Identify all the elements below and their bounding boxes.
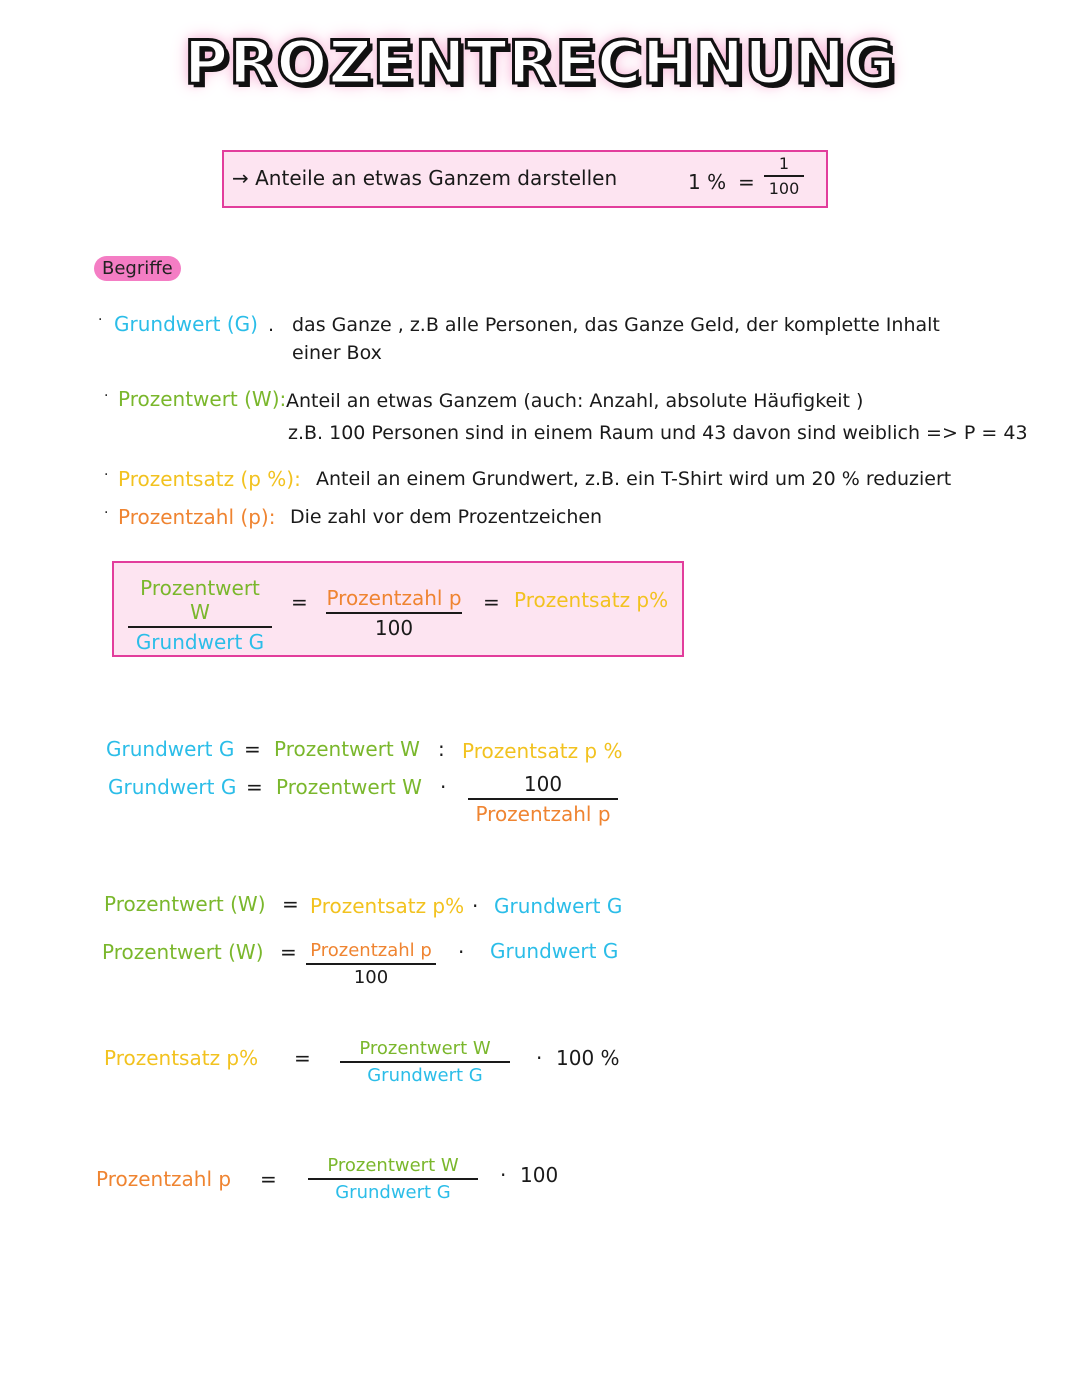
numerator-prozentzahl: Prozentzahl p <box>310 940 432 961</box>
formula-g2-eq: = <box>246 775 263 799</box>
formula-w1-psatz: Prozentsatz p% <box>310 894 465 918</box>
term-prozentwert: Prozentwert (W): <box>118 387 287 411</box>
desc-grundwert-2: einer Box <box>292 342 382 364</box>
fraction-bar <box>308 1178 478 1180</box>
desc-prozentwert-2: z.B. 100 Personen sind in einem Raum und 43 davon sind weiblich => P = 43 <box>288 422 1028 444</box>
denominator-grundwert: Grundwert G <box>335 1182 451 1203</box>
formula-p2-fraction <box>308 1155 478 1203</box>
fraction-bar <box>326 612 462 614</box>
prozentsatz-label: Prozentsatz p% <box>514 588 669 612</box>
formula-p2-mult: 100 <box>520 1163 559 1187</box>
formula-w2-lhs: Prozentwert (W) <box>102 940 264 964</box>
formula-w2-eq: = <box>280 940 297 964</box>
bullet: · <box>98 312 103 328</box>
arrow-icon: → <box>232 166 249 190</box>
formula-g1-lhs: Grundwert G <box>106 737 235 761</box>
formula-g1-eq: = <box>244 737 261 761</box>
numerator-prozentwert: Prozentwert W <box>140 576 260 624</box>
formula-g1-op: : <box>438 737 445 761</box>
numerator-prozentzahl: Prozentzahl p <box>326 586 462 610</box>
formula-p1-eq: = <box>294 1046 311 1070</box>
page-title: PROZENTRECHNUNG <box>184 28 896 98</box>
term-prozentsatz: Prozentsatz (p %): <box>118 467 301 491</box>
formula-p1-lhs: Prozentsatz p% <box>104 1046 259 1070</box>
denominator-100: 100 <box>374 616 414 640</box>
fraction-bar <box>128 626 272 628</box>
main-fraction-w-g <box>128 576 272 654</box>
equals-sign: = <box>483 590 500 614</box>
intro-line <box>232 166 617 190</box>
formula-p2-eq: = <box>260 1167 277 1191</box>
equals-sign: = <box>291 590 308 614</box>
intro-percent: 1 % <box>688 170 727 194</box>
denominator-prozentzahl: Prozentzahl p <box>475 802 611 826</box>
bullet: · <box>104 505 109 521</box>
fraction-bar <box>306 963 436 965</box>
intro-equals: = <box>738 170 755 194</box>
denominator-grundwert: Grundwert G <box>367 1065 483 1086</box>
formula-p1-mult: 100 % <box>556 1046 620 1070</box>
section-label: Begriffe <box>94 256 181 281</box>
bullet: · <box>104 388 109 404</box>
desc-prozentzahl: Die zahl vor dem Prozentzeichen <box>290 506 603 528</box>
formula-g2-op: · <box>440 775 447 799</box>
intro-fraction <box>764 154 804 198</box>
numerator-prozentwert: Prozentwert W <box>327 1155 459 1176</box>
fraction-bar <box>340 1061 510 1063</box>
formula-w1-op: · <box>472 894 479 918</box>
formula-w1-eq: = <box>282 892 299 916</box>
fraction-numerator: 1 <box>778 154 790 173</box>
bullet: · <box>104 467 109 483</box>
desc-prozentsatz: Anteil an einem Grundwert, z.B. ein T-Shirt wird um 20 % reduziert <box>316 468 952 490</box>
numerator-100: 100 <box>523 772 563 796</box>
formula-g2-w: Prozentwert W <box>276 775 422 799</box>
term-grundwert: Grundwert (G) <box>114 312 258 336</box>
term-prozentzahl: Prozentzahl (p): <box>118 505 276 529</box>
formula-w2-g: Grundwert G <box>490 939 619 963</box>
formula-p1-fraction <box>340 1038 510 1086</box>
formula-g1-psatz: Prozentsatz p % <box>462 739 623 763</box>
main-fraction-p-100 <box>326 586 462 640</box>
term-sep: . <box>268 314 275 336</box>
desc-grundwert-1: das Ganze , z.B alle Personen, das Ganze Geld, der komplette Inhalt <box>292 314 940 336</box>
fraction-bar <box>468 798 618 800</box>
intro-text: Anteile an etwas Ganzem darstellen <box>255 166 618 190</box>
formula-w1-g: Grundwert G <box>494 894 623 918</box>
formula-w2-fraction <box>306 940 436 988</box>
formula-g2-fraction <box>468 772 618 826</box>
formula-p1-op: · <box>536 1046 543 1070</box>
formula-g2-lhs: Grundwert G <box>108 775 237 799</box>
denominator-100: 100 <box>353 967 389 988</box>
desc-prozentwert-1: Anteil an etwas Ganzem (auch: Anzahl, absolute Häufigkeit ) <box>286 390 864 412</box>
fraction-denominator: 100 <box>768 179 800 198</box>
formula-w1-lhs: Prozentwert (W) <box>104 892 266 916</box>
formula-p2-lhs: Prozentzahl p <box>96 1167 232 1191</box>
numerator-prozentwert: Prozentwert W <box>359 1038 491 1059</box>
formula-p2-op: · <box>500 1163 507 1187</box>
fraction-bar <box>764 175 804 177</box>
formula-w2-op: · <box>458 940 465 964</box>
formula-g1-w: Prozentwert W <box>274 737 420 761</box>
denominator-grundwert: Grundwert G <box>135 630 265 654</box>
